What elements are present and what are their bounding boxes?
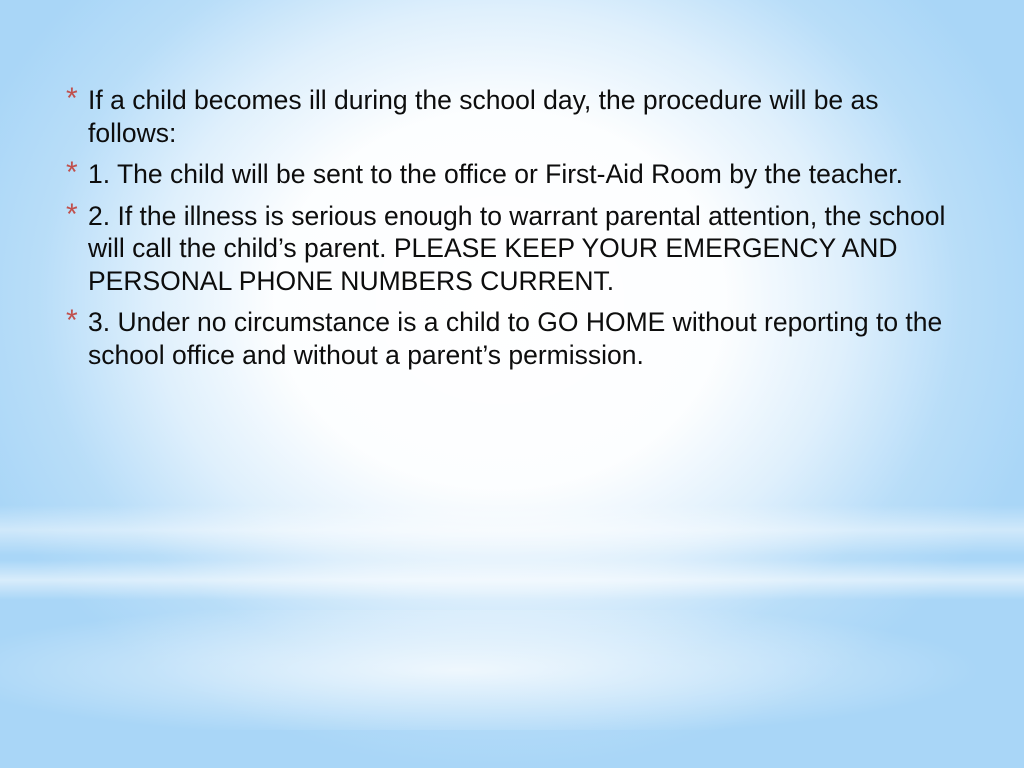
bullet-item-step-1 — [66, 158, 966, 191]
bullet-list — [66, 84, 966, 380]
bullet-text: 2. If the illness is serious enough to warrant parental attention, the school will call the child’s parent. PLEASE KEEP YOUR EMERGENCY AND PERSONAL PHONE NUMBERS CURRENT. — [88, 200, 946, 296]
asterisk-bullet-icon: * — [66, 82, 78, 115]
asterisk-bullet-icon: * — [66, 304, 78, 337]
bullet-item-step-2 — [66, 197, 966, 298]
bullet-item-intro — [66, 84, 966, 149]
asterisk-bullet-icon: * — [66, 197, 78, 231]
background-glow — [0, 610, 1024, 730]
background-light-band — [0, 505, 1024, 555]
asterisk-bullet-icon: * — [66, 156, 78, 189]
bullet-text: If a child becomes ill during the school day, the procedure will be as follows: — [88, 85, 879, 148]
bullet-text: 1. The child will be sent to the office or First-Aid Room by the teacher. — [88, 159, 904, 189]
bullet-text: 3. Under no circumstance is a child to GO HOME without reporting to the school office and without a parent’s permission. — [88, 307, 943, 370]
background-light-band — [0, 560, 1024, 600]
bullet-item-step-3 — [66, 306, 966, 371]
